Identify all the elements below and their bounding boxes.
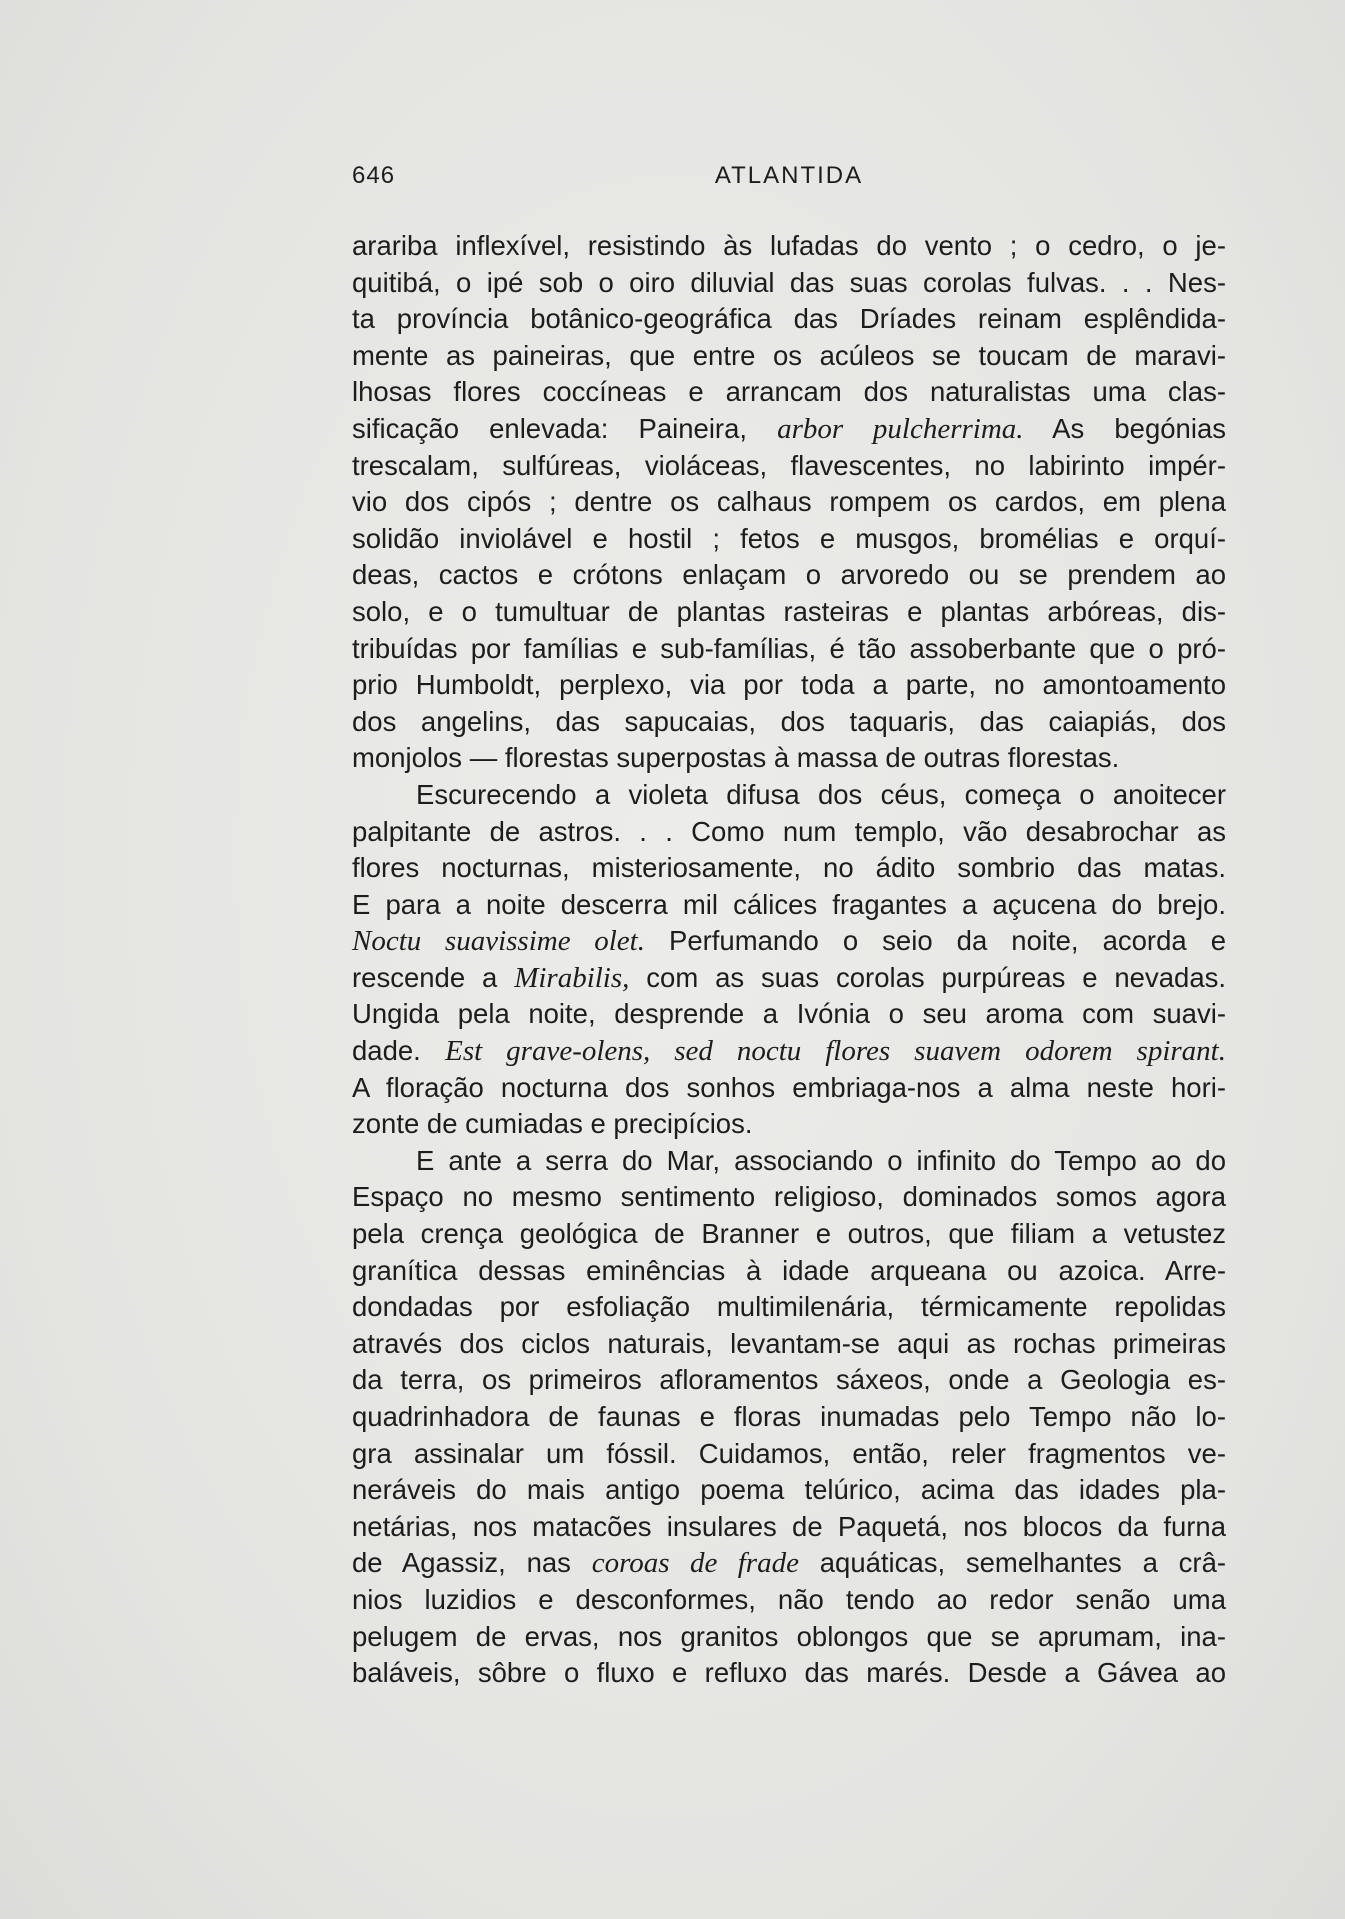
text-run: E para a noite descerra mil cálices fragantes a açucena do brejo. bbox=[352, 888, 1226, 920]
text-line bbox=[352, 265, 1226, 302]
text-line bbox=[352, 704, 1226, 741]
text-run: dos angelins, das sapucaias, dos taquaris, das caiapiás, dos bbox=[352, 705, 1226, 737]
text-line bbox=[352, 1509, 1226, 1546]
page-number: 646 bbox=[352, 162, 396, 189]
text-line bbox=[352, 1436, 1226, 1473]
text-run: zonte de cumiadas e precipícios. bbox=[352, 1108, 753, 1140]
text-run: flores nocturnas, misteriosamente, no ádito sombrio das matas. bbox=[352, 852, 1226, 884]
text-line bbox=[352, 1253, 1226, 1290]
text-run: aquáticas, semelhantes a crâ- bbox=[798, 1547, 1227, 1579]
text-run: deas, cactos e crótons enlaçam o arvoredo ou se prendem ao bbox=[352, 559, 1226, 591]
text-run: quitibá, o ipé sob o oiro diluvial das suas corolas fulvas. . . Nes- bbox=[352, 266, 1226, 298]
text-line bbox=[352, 1545, 1226, 1582]
text-run: Ungida pela noite, desprende a Ivónia o seu aroma com suavi- bbox=[352, 998, 1226, 1030]
text-line bbox=[352, 1326, 1226, 1363]
text-run: vio dos cipós ; dentre os calhaus rompem os cardos, em plena bbox=[352, 486, 1226, 518]
running-title: ATLANTIDA bbox=[714, 162, 864, 189]
text-line bbox=[352, 1070, 1226, 1107]
text-line bbox=[352, 850, 1226, 887]
text-line bbox=[352, 814, 1226, 851]
text-run: sificação enlevada: Paineira, bbox=[352, 412, 778, 444]
text-run: palpitante de astros. . . Como num templo, vão desabrochar as bbox=[352, 815, 1226, 847]
text-run: com as suas corolas purpúreas e nevadas. bbox=[629, 961, 1226, 993]
text-line bbox=[352, 338, 1226, 375]
text-line bbox=[352, 1179, 1226, 1216]
text-line bbox=[352, 448, 1226, 485]
text-run: nios luzidios e desconformes, não tendo ao redor senão uma bbox=[352, 1583, 1226, 1615]
text-line bbox=[352, 1399, 1226, 1436]
text-run: Perfumando o seio da noite, acorda e bbox=[644, 925, 1226, 957]
text-line bbox=[352, 1362, 1226, 1399]
text-line bbox=[352, 1472, 1226, 1509]
italic-phrase: Mirabilis, bbox=[514, 961, 630, 994]
text-run: quadrinhadora de faunas e floras inumadas pelo Tempo não lo- bbox=[352, 1401, 1226, 1432]
text-run: lhosas flores coccíneas e arrancam dos naturalistas uma clas- bbox=[352, 376, 1226, 408]
page-header bbox=[352, 162, 1226, 196]
text-run: Escurecendo a violeta difusa dos céus, começa o anoitecer bbox=[416, 778, 1226, 810]
text-line bbox=[352, 594, 1226, 631]
text-line bbox=[352, 521, 1226, 558]
italic-phrase: coroas de frade bbox=[591, 1547, 799, 1580]
text-run: solidão inviolável e hostil ; fetos e musgos, bromélias e orquí- bbox=[352, 522, 1226, 554]
italic-phrase: Est grave-olens, sed noctu flores suavem odorem spirant. bbox=[445, 1035, 1226, 1068]
text-run: neráveis do mais antigo poema telúrico, acima das idades pla- bbox=[352, 1474, 1226, 1506]
text-run: gra assinalar um fóssil. Cuidamos, então, reler fragmentos ve- bbox=[352, 1437, 1226, 1469]
text-run: pela crença geológica de Branner e outros, que filiam a vetustez bbox=[352, 1218, 1226, 1250]
text-run: E ante a serra do Mar, associando o infinito do Tempo ao do bbox=[416, 1144, 1226, 1176]
text-line bbox=[352, 1289, 1226, 1326]
text-run: solo, e o tumultuar de plantas rasteiras e plantas arbóreas, dis- bbox=[352, 595, 1226, 627]
text-line bbox=[352, 1033, 1226, 1070]
text-run: baláveis, sôbre o fluxo e refluxo das marés. Desde a Gávea ao bbox=[352, 1657, 1226, 1689]
text-line bbox=[352, 1143, 1226, 1180]
text-run: da terra, os primeiros afloramentos sáxeos, onde a Geologia es- bbox=[352, 1364, 1226, 1396]
text-line bbox=[352, 923, 1226, 960]
body-text bbox=[352, 228, 1226, 1692]
text-line bbox=[352, 484, 1226, 521]
text-run: de Agassiz, nas bbox=[352, 1547, 592, 1579]
text-run: dade. bbox=[352, 1035, 446, 1067]
text-line bbox=[352, 960, 1226, 997]
text-run: através dos ciclos naturais, levantam-se aqui as rochas primeiras bbox=[352, 1327, 1226, 1359]
text-run: tribuídas por famílias e sub-famílias, é tão assoberbante que o pró- bbox=[352, 632, 1226, 664]
text-line bbox=[352, 411, 1226, 448]
text-line bbox=[352, 1655, 1226, 1692]
text-line bbox=[352, 1619, 1226, 1656]
text-line bbox=[352, 557, 1226, 594]
text-line bbox=[352, 777, 1226, 814]
text-run: mente as paineiras, que entre os acúleos se toucam de maravi- bbox=[352, 339, 1226, 371]
text-run: A floração nocturna dos sonhos embriaga-nos a alma neste hori- bbox=[352, 1071, 1226, 1103]
text-run: granítica dessas eminências à idade arqueana ou azoica. Arre- bbox=[352, 1254, 1226, 1286]
text-line bbox=[352, 374, 1226, 411]
text-run: rescende a bbox=[352, 961, 515, 993]
text-line bbox=[352, 1216, 1226, 1253]
text-line bbox=[352, 996, 1226, 1033]
text-line bbox=[352, 1106, 1226, 1143]
text-line bbox=[352, 631, 1226, 668]
text-run: As begónias bbox=[1023, 412, 1226, 444]
italic-phrase: Noctu suavissime olet. bbox=[352, 925, 645, 958]
text-line bbox=[352, 228, 1226, 265]
text-run: ta província botânico-geográfica das Dríades reinam esplêndida- bbox=[352, 303, 1226, 335]
text-run: monjolos — florestas superpostas à massa de outras florestas. bbox=[352, 742, 1120, 774]
text-line bbox=[352, 667, 1226, 704]
text-run: netárias, nos matacões insulares de Paquetá, nos blocos da furna bbox=[352, 1510, 1226, 1542]
text-run: trescalam, sulfúreas, violáceas, flavescentes, no labirinto impér- bbox=[352, 449, 1226, 481]
text-line bbox=[352, 887, 1226, 924]
text-run: arariba inflexível, resistindo às lufadas do vento ; o cedro, o je- bbox=[352, 230, 1226, 261]
text-run: Espaço no mesmo sentimento religioso, dominados somos agora bbox=[352, 1181, 1226, 1213]
text-line bbox=[352, 740, 1226, 777]
text-line bbox=[352, 1582, 1226, 1619]
text-run: dondadas por esfoliação multimilenária, térmicamente repolidas bbox=[352, 1291, 1226, 1323]
text-line bbox=[352, 301, 1226, 338]
text-run: pelugem de ervas, nos granitos oblongos que se aprumam, ina- bbox=[352, 1620, 1226, 1652]
italic-phrase: arbor pulcherrima. bbox=[777, 412, 1024, 445]
text-run: prio Humboldt, perplexo, via por toda a parte, no amontoamento bbox=[352, 669, 1226, 701]
